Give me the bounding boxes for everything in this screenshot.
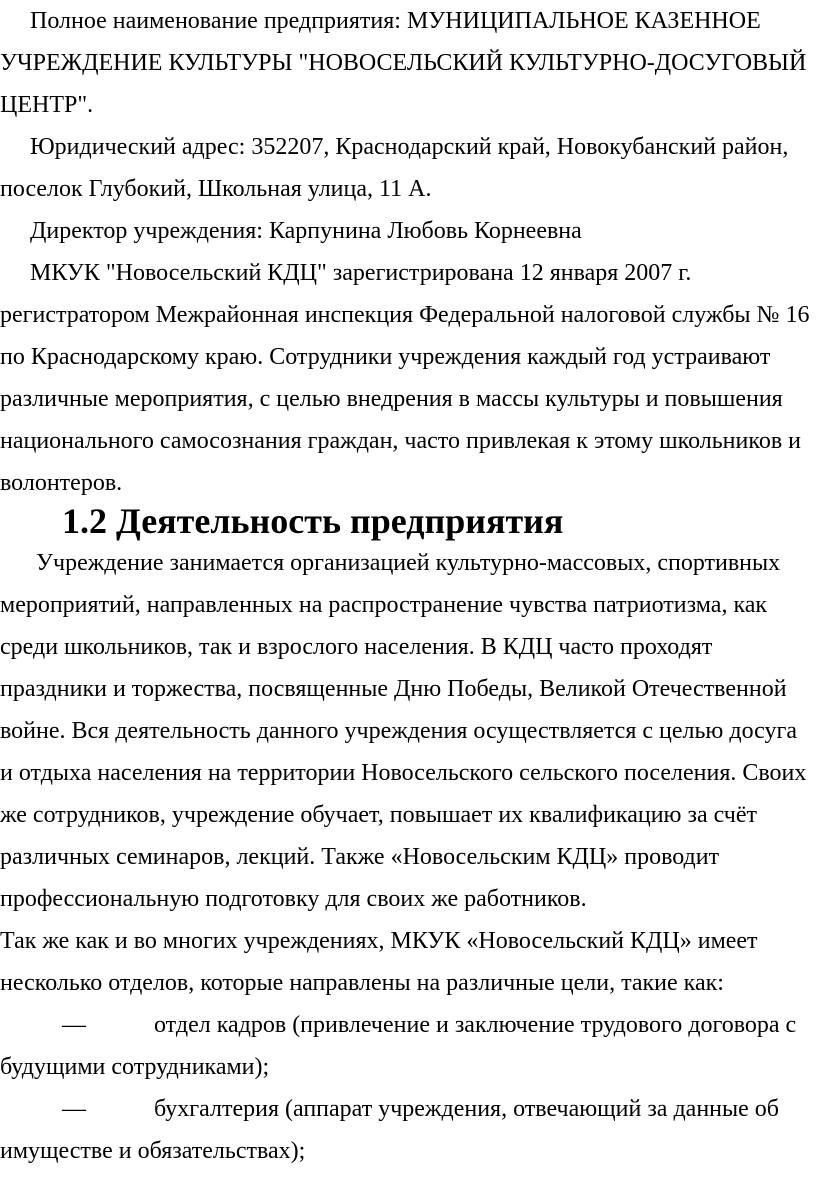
- list-item: [0, 1088, 812, 1172]
- paragraph-director: Директор учреждения: Карпунина Любовь Корнеевна: [30, 218, 582, 244]
- paragraph-activity: Учреждение занимается организацией культурно-массовых, спортивных мероприятий, направленных на распространение чувства патриотизма, как среди школьников, так и взрослого населения. В КДЦ часто проходят праздники и торжества, посвященные Дню Победы, Великой Отечественной войне. Вся деятельность данного учреждения осуществляется с целью досуга и отдыха населения на территории Новосельского сельского поселения. Своих же сотрудников, учреждение обучает, повышает их квалификацию за счёт различных семинаров, лекций. Также «Новосельским КДЦ» проводит профессиональную подготовку для своих же работников.: [0, 550, 807, 912]
- paragraph-registration: МКУК "Новосельский КДЦ" зарегистрирована 12 января 2007 г. регистратором Межрайонная инспекция Федеральной налоговой службы № 16 по Краснодарскому краю. Сотрудники учреждения каждый год устраивают различные мероприятия, с целью внедрения в массы культуры и повышения национального самосознания граждан, часто привлекая к этому школьников и волонтеров.: [0, 260, 810, 496]
- intro-block: [0, 0, 812, 504]
- list-marker: —: [62, 1096, 86, 1122]
- section-heading: 1.2 Деятельность предприятия: [62, 501, 564, 541]
- paragraph-legal-address: Юридический адрес: 352207, Краснодарский край, Новокубанский район, поселок Глубокий, Школьная улица, 11 А.: [0, 134, 789, 202]
- list-item-text: бухгалтерия (аппарат учреждения, отвечающий за данные об имуществе и обязательствах);: [0, 1096, 779, 1164]
- paragraph-company-name: Полное наименование предприятия: МУНИЦИПАЛЬНОЕ КАЗЕННОЕ УЧРЕЖДЕНИЕ КУЛЬТУРЫ "НОВОСЕЛЬСКИЙ КУЛЬТУРНО-ДОСУГОВЫЙ ЦЕНТР".: [0, 8, 807, 118]
- list-marker: —: [62, 1012, 86, 1038]
- list-item-text: отдел кадров (привлечение и заключение трудового договора с будущими сотрудниками);: [0, 1012, 797, 1080]
- activity-block: [0, 542, 812, 1172]
- list-item: [0, 1004, 812, 1088]
- paragraph-departments: Так же как и во многих учреждениях, МКУК «Новосельский КДЦ» имеет несколько отделов, которые направлены на различные цели, такие как:: [0, 928, 758, 996]
